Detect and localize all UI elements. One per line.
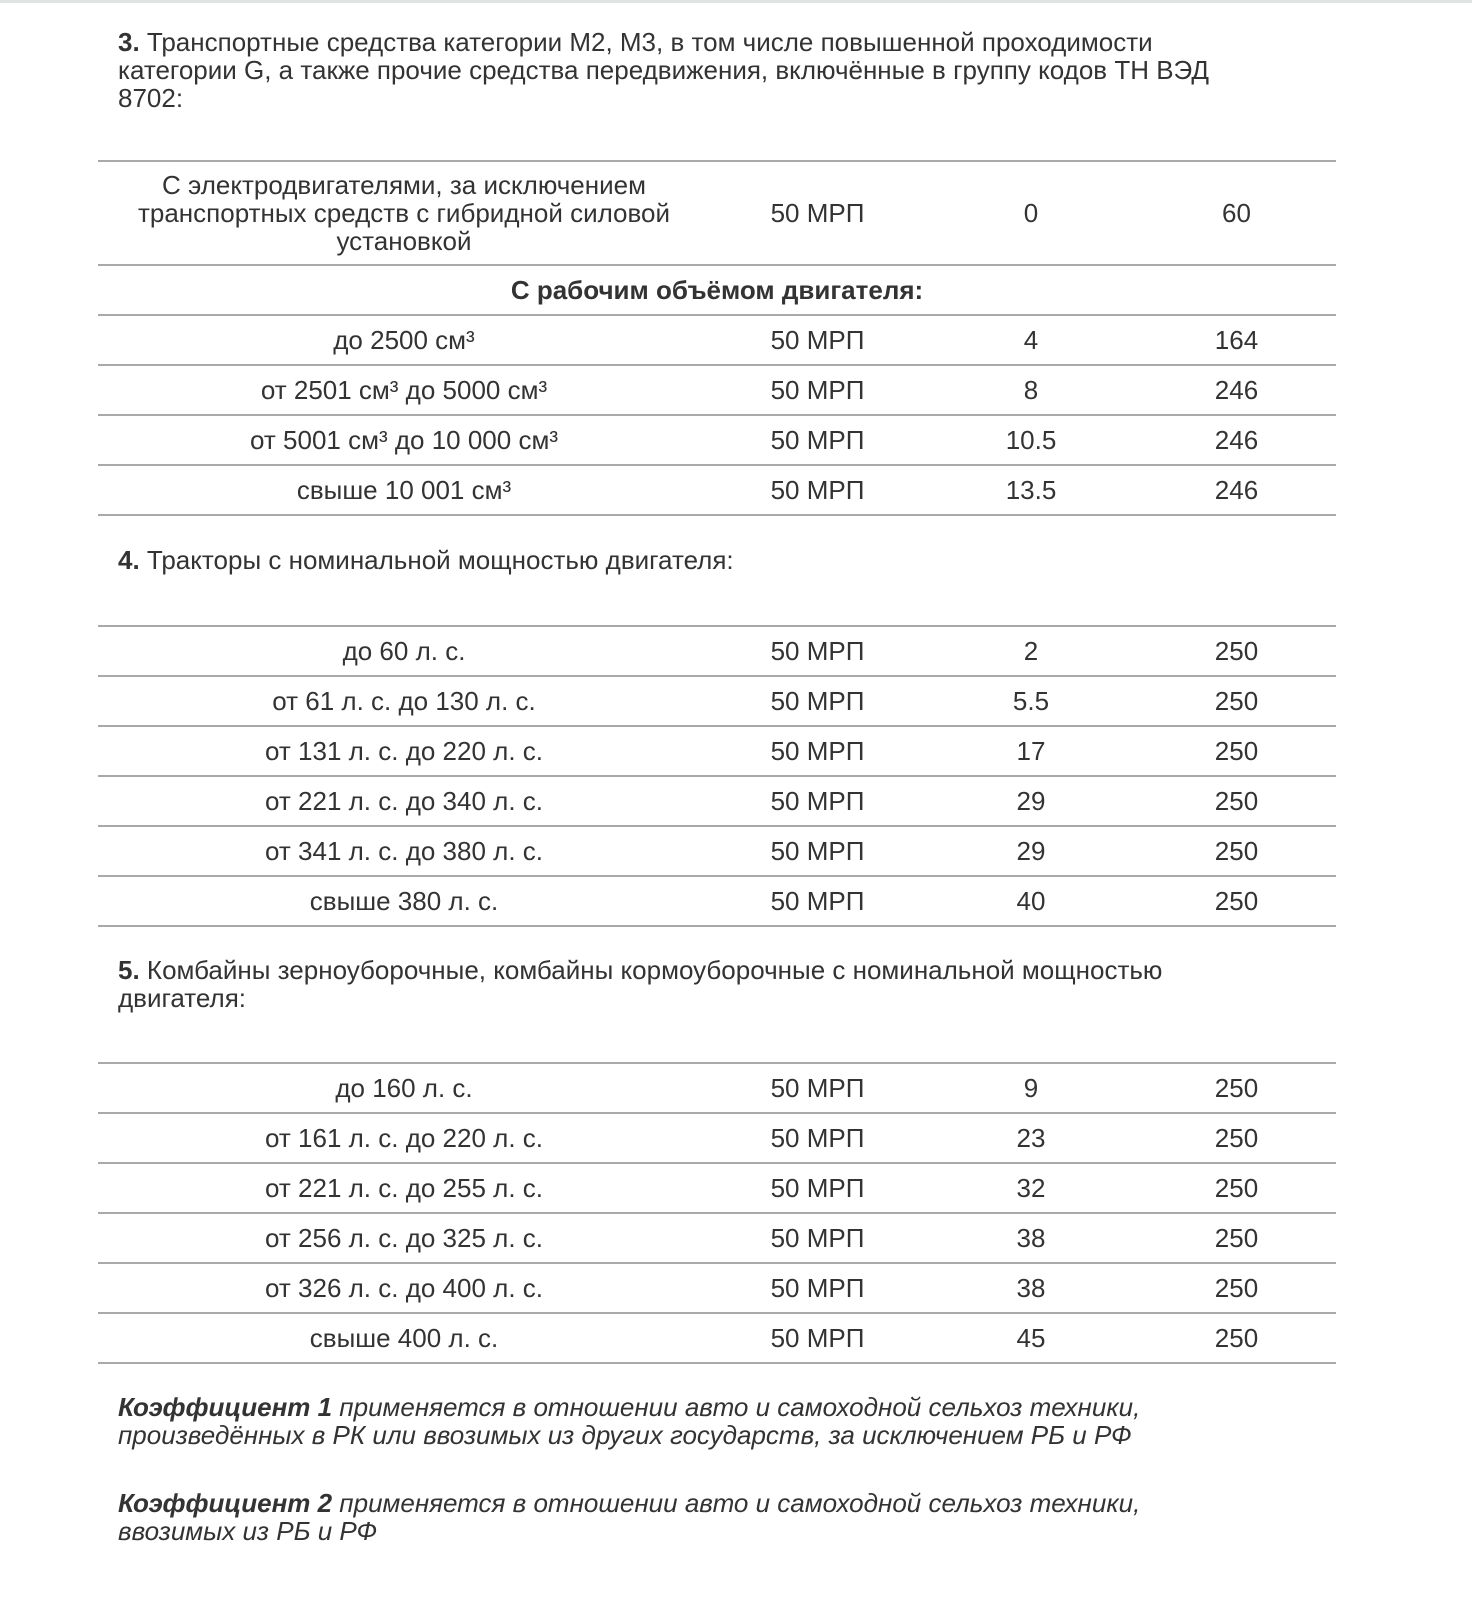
table-row (98, 315, 1336, 365)
row-coef2: 60 (1222, 198, 1251, 228)
row-base: 50 МРП (770, 686, 865, 716)
row-coef1: 13.5 (1005, 475, 1057, 505)
section-5-table (98, 1062, 1336, 1364)
row-coef1: 4 (1023, 325, 1039, 355)
row-base: 50 МРП (770, 325, 865, 355)
row-base: 50 МРП (770, 198, 865, 228)
section-number: 4. (118, 545, 140, 575)
row-coef1: 10.5 (1005, 425, 1057, 455)
row-base: 50 МРП (770, 1173, 865, 1203)
row-coef2: 250 (1214, 886, 1259, 916)
row-coef1: 9 (1023, 1073, 1039, 1103)
table-row (98, 626, 1336, 676)
row-label: от 161 л. с. до 220 л. с. (265, 1123, 543, 1153)
coefficient-1-note (118, 1393, 1248, 1449)
table-row (98, 1313, 1336, 1363)
note-text: применяется в отношении авто и самоходной сельхоз техники, произведённых в РК или ввозимых из других государств, за исключением РБ и РФ (118, 1392, 1141, 1450)
row-coef1: 23 (1016, 1123, 1046, 1153)
row-coef2: 246 (1214, 375, 1259, 405)
row-coef2: 250 (1214, 636, 1259, 666)
row-base: 50 МРП (770, 636, 865, 666)
row-coef1: 40 (1016, 886, 1046, 916)
note-label: Коэффициент 2 (118, 1488, 333, 1518)
note-text: применяется в отношении авто и самоходной сельхоз техники, ввозимых из РБ и РФ (118, 1488, 1141, 1546)
subheading: С рабочим объёмом двигателя: (510, 275, 924, 305)
row-base: 50 МРП (770, 886, 865, 916)
coefficient-2-note (118, 1489, 1248, 1545)
section-5-heading (118, 956, 1248, 1012)
section-number: 5. (118, 955, 140, 985)
table-row (98, 876, 1336, 926)
table-row (98, 365, 1336, 415)
row-base: 50 МРП (770, 1073, 865, 1103)
row-base: 50 МРП (770, 425, 865, 455)
row-label: свыше 400 л. с. (309, 1323, 499, 1353)
row-base: 50 МРП (770, 1323, 865, 1353)
table-row (98, 826, 1336, 876)
row-base: 50 МРП (770, 375, 865, 405)
row-base: 50 МРП (770, 836, 865, 866)
row-coef2: 250 (1214, 836, 1259, 866)
table-row (98, 1263, 1336, 1313)
table-row (98, 776, 1336, 826)
row-coef1: 29 (1016, 836, 1046, 866)
row-base: 50 МРП (770, 475, 865, 505)
row-label: до 160 л. с. (335, 1073, 473, 1103)
row-label: от 221 л. с. до 255 л. с. (265, 1173, 543, 1203)
row-label: от 2501 см³ до 5000 см³ (260, 375, 548, 405)
row-base: 50 МРП (770, 1123, 865, 1153)
row-coef1: 29 (1016, 786, 1046, 816)
table-row (98, 1163, 1336, 1213)
row-base: 50 МРП (770, 786, 865, 816)
row-label: до 60 л. с. (342, 636, 466, 666)
section-title: Тракторы с номинальной мощностью двигателя: (146, 545, 734, 575)
row-coef2: 246 (1214, 475, 1259, 505)
row-coef2: 250 (1214, 736, 1259, 766)
section-4-heading (118, 546, 1248, 574)
row-coef1: 5.5 (1012, 686, 1050, 716)
row-label: свыше 380 л. с. (309, 886, 499, 916)
row-label: от 61 л. с. до 130 л. с. (272, 686, 536, 716)
row-coef2: 250 (1214, 1173, 1259, 1203)
row-base: 50 МРП (770, 1223, 865, 1253)
row-coef2: 164 (1214, 325, 1259, 355)
row-label: от 131 л. с. до 220 л. с. (265, 736, 543, 766)
row-label: от 326 л. с. до 400 л. с. (265, 1273, 543, 1303)
row-base: 50 МРП (770, 1273, 865, 1303)
table-row (98, 1113, 1336, 1163)
row-coef1: 45 (1016, 1323, 1046, 1353)
section-number: 3. (118, 27, 140, 57)
section-title: Комбайны зерноуборочные, комбайны кормоуборочные с номинальной мощностью двигателя: (118, 955, 1163, 1013)
row-label: от 221 л. с. до 340 л. с. (265, 786, 543, 816)
row-label: свыше 10 001 см³ (296, 475, 512, 505)
row-coef2: 250 (1214, 1123, 1259, 1153)
row-coef1: 38 (1016, 1273, 1046, 1303)
table-row (98, 161, 1336, 265)
table-row (98, 415, 1336, 465)
section-3-heading (118, 28, 1248, 112)
row-label: от 5001 см³ до 10 000 см³ (250, 425, 558, 455)
row-label: от 341 л. с. до 380 л. с. (265, 836, 543, 866)
table-row (98, 676, 1336, 726)
table-row (98, 1213, 1336, 1263)
row-label: от 256 л. с. до 325 л. с. (265, 1223, 543, 1253)
row-coef2: 250 (1214, 686, 1259, 716)
row-coef1: 17 (1016, 736, 1046, 766)
row-coef1: 2 (1023, 636, 1039, 666)
row-label: С электродвигателями, за исключением транспортных средств с гибридной силовой установкой (137, 170, 671, 256)
section-4-table (98, 625, 1336, 927)
row-coef2: 250 (1214, 1273, 1259, 1303)
row-coef1: 8 (1023, 375, 1039, 405)
row-base: 50 МРП (770, 736, 865, 766)
table-row (98, 465, 1336, 515)
row-label: до 2500 см³ (333, 325, 475, 355)
table-row (98, 726, 1336, 776)
table-row (98, 1063, 1336, 1113)
row-coef1: 0 (1023, 198, 1039, 228)
note-label: Коэффициент 1 (118, 1392, 333, 1422)
row-coef1: 32 (1016, 1173, 1046, 1203)
row-coef2: 250 (1214, 1323, 1259, 1353)
row-coef2: 246 (1214, 425, 1259, 455)
table-subheading-row (98, 265, 1336, 315)
row-coef1: 38 (1016, 1223, 1046, 1253)
top-divider (0, 0, 1472, 3)
section-title: Транспортные средства категории М2, М3, в том числе повышенной проходимости категории G, а также прочие средства передвижения, включённые в группу кодов ТН ВЭД 8702: (118, 27, 1209, 113)
row-coef2: 250 (1214, 1223, 1259, 1253)
row-coef2: 250 (1214, 786, 1259, 816)
section-3-table (98, 160, 1336, 516)
row-coef2: 250 (1214, 1073, 1259, 1103)
